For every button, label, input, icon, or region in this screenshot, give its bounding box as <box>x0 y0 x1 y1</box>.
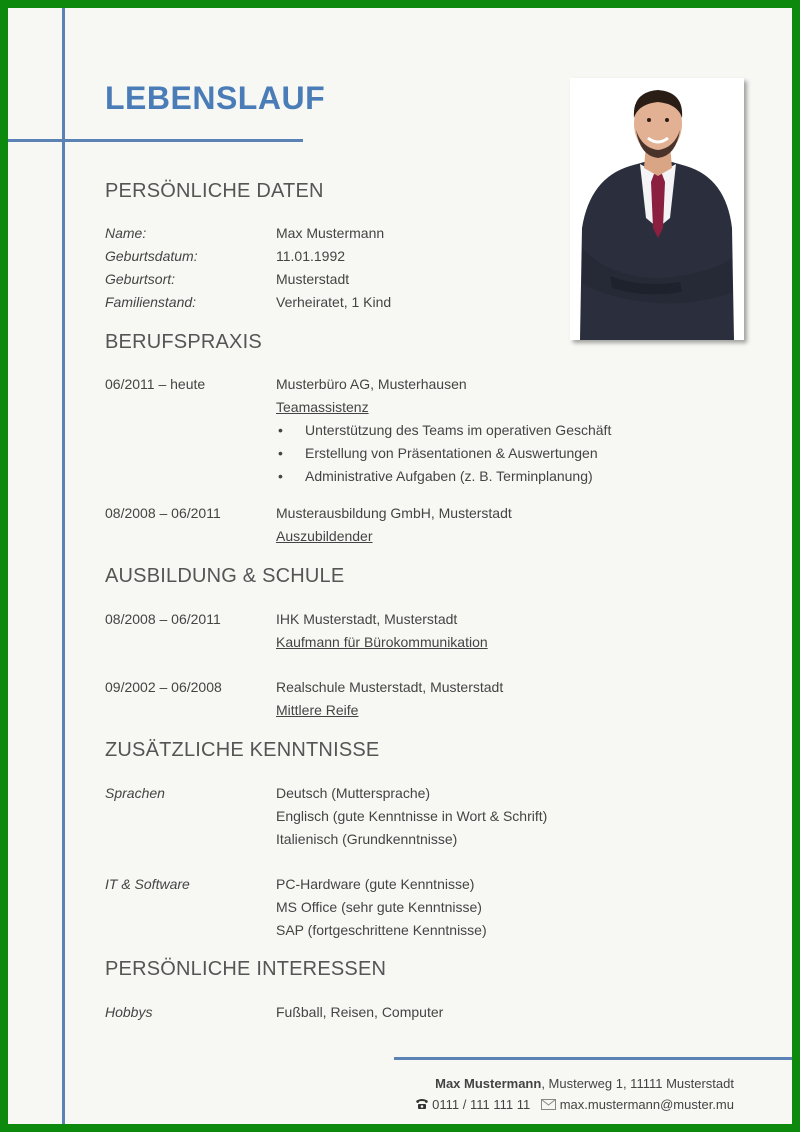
experience-company-1: Musterbüro AG, Musterhausen <box>276 376 467 392</box>
footer-line <box>394 1057 792 1060</box>
bullet-dot: • <box>278 422 283 438</box>
section-heading-skills: ZUSÄTZLICHE KENNTNISSE <box>105 739 380 761</box>
it-skill-item: MS Office (sehr gute Kenntnisse) <box>276 899 482 915</box>
footer-phone[interactable]: 0111 / 111 111 11 <box>432 1097 531 1112</box>
label-it-software: IT & Software <box>105 876 190 892</box>
experience-role-2: Auszubildender <box>276 528 373 544</box>
profile-photo <box>570 78 744 340</box>
title-underline <box>8 139 303 142</box>
experience-date-1: 06/2011 – heute <box>105 376 206 392</box>
education-date-2: 09/2002 – 06/2008 <box>105 679 222 695</box>
phone-icon <box>415 1098 429 1113</box>
education-institution-2: Realschule Musterstadt, Musterstadt <box>276 679 504 695</box>
bullet-dot: • <box>278 468 283 484</box>
footer-street: , Musterweg 1, 11111 Musterstadt <box>541 1076 734 1091</box>
language-item: Englisch (gute Kenntnisse in Wort & Schrift) <box>276 808 548 824</box>
label-languages: Sprachen <box>105 785 165 801</box>
education-date-1: 08/2008 – 06/2011 <box>105 611 221 627</box>
label-name: Name: <box>105 225 147 241</box>
value-birthdate: 11.01.1992 <box>276 248 346 264</box>
bullet-dot: • <box>278 445 283 461</box>
it-skill-item: SAP (fortgeschrittene Kenntnisse) <box>276 922 487 938</box>
experience-date-2: 08/2008 – 06/2011 <box>105 505 221 521</box>
label-birthplace: Geburtsort: <box>105 271 176 287</box>
value-hobbies: Fußball, Reisen, Computer <box>276 1004 444 1020</box>
label-marital-status: Familienstand: <box>105 294 197 310</box>
footer-name: Max Mustermann <box>435 1076 542 1091</box>
label-hobbies: Hobbys <box>105 1004 153 1020</box>
footer-email[interactable]: max.mustermann@muster.mu <box>559 1097 734 1112</box>
envelope-icon <box>541 1098 556 1113</box>
section-heading-education: AUSBILDUNG & SCHULE <box>105 565 345 587</box>
language-item: Italienisch (Grundkenntnisse) <box>276 831 458 847</box>
value-marital-status: Verheiratet, 1 Kind <box>276 294 392 310</box>
it-skill-item: PC-Hardware (gute Kenntnisse) <box>276 876 475 892</box>
experience-bullet-1: Unterstützung des Teams im operativen Geschäft <box>305 422 612 438</box>
vertical-accent-line <box>62 8 65 1124</box>
value-name: Max Mustermann <box>276 225 385 241</box>
section-heading-personal: PERSÖNLICHE DATEN <box>105 180 324 202</box>
value-birthplace: Musterstadt <box>276 271 350 287</box>
footer-contact <box>415 1097 734 1113</box>
education-institution-1: IHK Musterstadt, Musterstadt <box>276 611 458 627</box>
section-heading-experience: BERUFSPRAXIS <box>105 331 262 353</box>
experience-company-2: Musterausbildung GmbH, Musterstadt <box>276 505 512 521</box>
footer-address <box>435 1076 734 1091</box>
cv-page <box>8 8 792 1124</box>
page-title: LEBENSLAUF <box>105 80 326 116</box>
language-item: Deutsch (Muttersprache) <box>276 785 431 801</box>
experience-bullet-3: Administrative Aufgaben (z. B. Terminplanung) <box>305 468 593 484</box>
label-birthdate: Geburtsdatum: <box>105 248 198 264</box>
experience-bullet-2: Erstellung von Präsentationen & Auswertungen <box>305 445 598 461</box>
experience-role-1: Teamassistenz <box>276 399 369 415</box>
section-heading-interests: PERSÖNLICHE INTERESSEN <box>105 958 387 980</box>
education-degree-1: Kaufmann für Bürokommunikation <box>276 634 488 650</box>
education-degree-2: Mittlere Reife <box>276 702 359 718</box>
